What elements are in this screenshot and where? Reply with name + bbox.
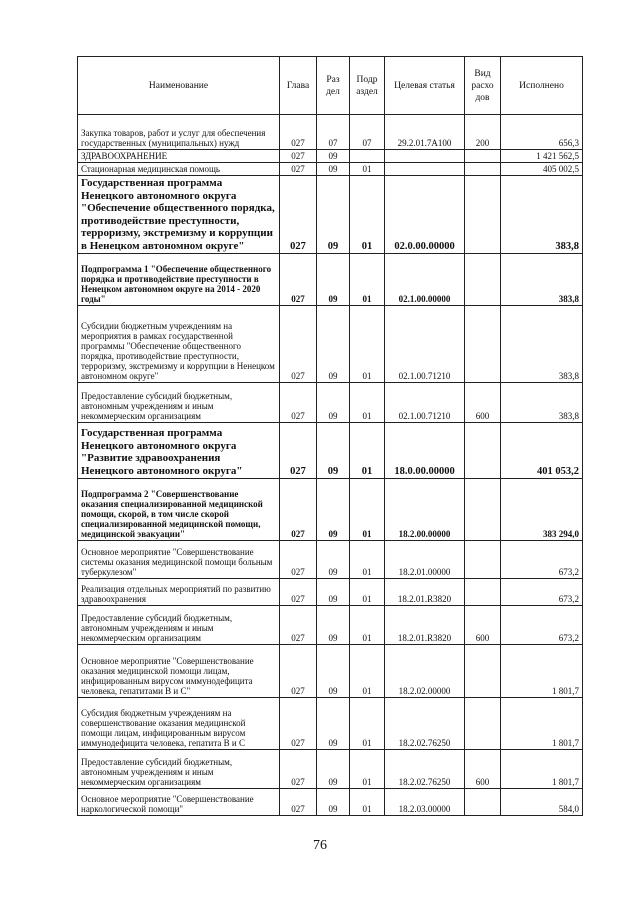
row-subsection: 01 xyxy=(350,541,385,579)
table-row xyxy=(78,254,583,306)
row-subsection: 01 xyxy=(350,479,385,541)
row-name: Предоставление субсидий бюджетным, автономным учреждениям и иным некоммерческим организациям xyxy=(78,750,280,789)
header-section: Раз дел xyxy=(317,57,350,115)
row-executed: 383,8 xyxy=(501,383,583,423)
row-name: Стационарная медицинская помощь xyxy=(78,163,280,176)
row-name: Подпрограмма 2 "Совершенствование оказания специализированной медицинской помощи, скорой, в том числе скорой специализированной медицинской помощи, медицинской эвакуации" xyxy=(78,479,280,541)
row-chapter: 027 xyxy=(280,254,317,306)
row-executed: 383,8 xyxy=(501,176,583,254)
table-header-row xyxy=(78,57,583,115)
row-name: ЗДРАВООХРАНЕНИЕ xyxy=(78,150,280,163)
row-section: 09 xyxy=(317,698,350,750)
row-subsection: 07 xyxy=(350,115,385,150)
row-name: Основное мероприятие "Совершенствование системы оказания медицинской помощи больным туберкулезом" xyxy=(78,541,280,579)
table-row xyxy=(78,383,583,423)
row-name: Государственная программа Ненецкого автономного округа "Развитие здравоохранения Ненецкого автономного округа" xyxy=(78,423,280,479)
row-section: 09 xyxy=(317,645,350,698)
header-chapter: Глава xyxy=(280,57,317,115)
row-type xyxy=(465,150,501,163)
header-name: Наименование xyxy=(78,57,280,115)
row-name: Предоставление субсидий бюджетным, автономным учреждениям и иным некоммерческим организациям xyxy=(78,606,280,645)
table-row xyxy=(78,479,583,541)
row-type xyxy=(465,176,501,254)
row-section: 09 xyxy=(317,579,350,606)
row-chapter: 027 xyxy=(280,750,317,789)
row-executed: 1 801,7 xyxy=(501,698,583,750)
row-target: 02.1.00.71210 xyxy=(385,383,465,423)
table-row xyxy=(78,163,583,176)
row-section: 07 xyxy=(317,115,350,150)
header-executed: Исполнено xyxy=(501,57,583,115)
row-section: 09 xyxy=(317,306,350,383)
row-executed: 1 421 562,5 xyxy=(501,150,583,163)
row-executed: 1 801,7 xyxy=(501,645,583,698)
row-subsection: 01 xyxy=(350,176,385,254)
row-type: 600 xyxy=(465,606,501,645)
row-target: 18.2.02.76250 xyxy=(385,698,465,750)
row-type: 600 xyxy=(465,750,501,789)
row-name: Основное мероприятие "Совершенствование оказания медицинской помощи лицам, инфицированным вирусом иммунодефицита человека, гепатитами B и C" xyxy=(78,645,280,698)
row-target: 18.2.02.76250 xyxy=(385,750,465,789)
row-target xyxy=(385,163,465,176)
row-executed: 383,8 xyxy=(501,306,583,383)
row-subsection: 01 xyxy=(350,606,385,645)
row-type xyxy=(465,423,501,479)
page-number: 76 xyxy=(313,838,327,853)
row-section: 09 xyxy=(317,254,350,306)
row-type xyxy=(465,254,501,306)
row-name: Государственная программа Ненецкого автономного округа "Обеспечение общественного порядка, противодействие преступности, терроризму, экстремизму и коррупции в Ненецком автономном округе" xyxy=(78,176,280,254)
row-type xyxy=(465,163,501,176)
header-type: Вид расхо дов xyxy=(465,57,501,115)
row-target: 29.2.01.7A100 xyxy=(385,115,465,150)
row-name: Закупка товаров, работ и услуг для обеспечения государственных (муниципальных) нужд xyxy=(78,115,280,150)
row-subsection: 01 xyxy=(350,163,385,176)
row-section: 09 xyxy=(317,789,350,816)
row-executed: 656,3 xyxy=(501,115,583,150)
row-chapter: 027 xyxy=(280,383,317,423)
row-chapter: 027 xyxy=(280,789,317,816)
row-chapter: 027 xyxy=(280,423,317,479)
row-subsection: 01 xyxy=(350,789,385,816)
table-row xyxy=(78,698,583,750)
row-subsection: 01 xyxy=(350,254,385,306)
row-executed: 673,2 xyxy=(501,606,583,645)
table-row xyxy=(78,423,583,479)
table-row xyxy=(78,789,583,816)
row-target: 18.2.01.00000 xyxy=(385,541,465,579)
row-type xyxy=(465,789,501,816)
row-subsection xyxy=(350,150,385,163)
table-row xyxy=(78,579,583,606)
table-row xyxy=(78,176,583,254)
table-row xyxy=(78,750,583,789)
row-target: 18.2.01.R3820 xyxy=(385,579,465,606)
row-subsection: 01 xyxy=(350,750,385,789)
row-chapter: 027 xyxy=(280,479,317,541)
row-target: 18.2.00.00000 xyxy=(385,479,465,541)
row-chapter: 027 xyxy=(280,163,317,176)
row-target: 18.2.02.00000 xyxy=(385,645,465,698)
row-type xyxy=(465,541,501,579)
row-section: 09 xyxy=(317,150,350,163)
row-target: 18.0.00.00000 xyxy=(385,423,465,479)
row-section: 09 xyxy=(317,383,350,423)
row-executed: 405 002,5 xyxy=(501,163,583,176)
row-executed: 584,0 xyxy=(501,789,583,816)
row-name: Реализация отдельных мероприятий по развитию здравоохранения xyxy=(78,579,280,606)
row-subsection: 01 xyxy=(350,383,385,423)
row-section: 09 xyxy=(317,479,350,541)
row-name: Субсидии бюджетным учреждениям на мероприятия в рамках государственной программы "Обеспечение общественного порядка, противодействие преступности, терроризму, экстремизму и коррупции в Ненецком автономном округе" xyxy=(78,306,280,383)
row-subsection: 01 xyxy=(350,698,385,750)
row-chapter: 027 xyxy=(280,150,317,163)
row-executed: 673,2 xyxy=(501,579,583,606)
row-target: 18.2.01.R3820 xyxy=(385,606,465,645)
row-subsection: 01 xyxy=(350,579,385,606)
table-row xyxy=(78,150,583,163)
row-chapter: 027 xyxy=(280,115,317,150)
header-subsection: Подр аздел xyxy=(350,57,385,115)
table-row xyxy=(78,645,583,698)
row-name: Субсидия бюджетным учреждениям на совершенствование оказания медицинской помощи лицам, инфицированным вирусом иммунодефицита человека, гепатита B и C xyxy=(78,698,280,750)
row-target xyxy=(385,150,465,163)
row-chapter: 027 xyxy=(280,579,317,606)
row-type xyxy=(465,579,501,606)
row-chapter: 027 xyxy=(280,541,317,579)
table-row xyxy=(78,606,583,645)
row-target: 18.2.03.00000 xyxy=(385,789,465,816)
row-subsection: 01 xyxy=(350,306,385,383)
row-type xyxy=(465,479,501,541)
row-subsection: 01 xyxy=(350,645,385,698)
row-type: 200 xyxy=(465,115,501,150)
row-target: 02.1.00.71210 xyxy=(385,306,465,383)
row-type: 600 xyxy=(465,383,501,423)
row-type xyxy=(465,306,501,383)
row-section: 09 xyxy=(317,163,350,176)
row-executed: 383 294,0 xyxy=(501,479,583,541)
row-section: 09 xyxy=(317,750,350,789)
row-executed: 383,8 xyxy=(501,254,583,306)
row-section: 09 xyxy=(317,176,350,254)
row-name: Предоставление субсидий бюджетным, автономным учреждениям и иным некоммерческим организациям xyxy=(78,383,280,423)
row-executed: 673,2 xyxy=(501,541,583,579)
row-chapter: 027 xyxy=(280,176,317,254)
row-section: 09 xyxy=(317,606,350,645)
row-chapter: 027 xyxy=(280,698,317,750)
row-name: Подпрограмма 1 "Обеспечение общественного порядка и противодействие преступности в Ненецком автономном округе на 2014 - 2020 годы" xyxy=(78,254,280,306)
row-target: 02.0.00.00000 xyxy=(385,176,465,254)
row-section: 09 xyxy=(317,541,350,579)
row-type xyxy=(465,698,501,750)
row-chapter: 027 xyxy=(280,606,317,645)
row-chapter: 027 xyxy=(280,645,317,698)
table-row xyxy=(78,541,583,579)
row-executed: 401 053,2 xyxy=(501,423,583,479)
budget-table xyxy=(77,56,583,816)
row-executed: 1 801,7 xyxy=(501,750,583,789)
row-name: Основное мероприятие "Совершенствование наркологической помощи" xyxy=(78,789,280,816)
row-target: 02.1.00.00000 xyxy=(385,254,465,306)
header-target: Целевая статья xyxy=(385,57,465,115)
table-row xyxy=(78,115,583,150)
table-row xyxy=(78,306,583,383)
row-section: 09 xyxy=(317,423,350,479)
row-subsection: 01 xyxy=(350,423,385,479)
row-chapter: 027 xyxy=(280,306,317,383)
row-type xyxy=(465,645,501,698)
